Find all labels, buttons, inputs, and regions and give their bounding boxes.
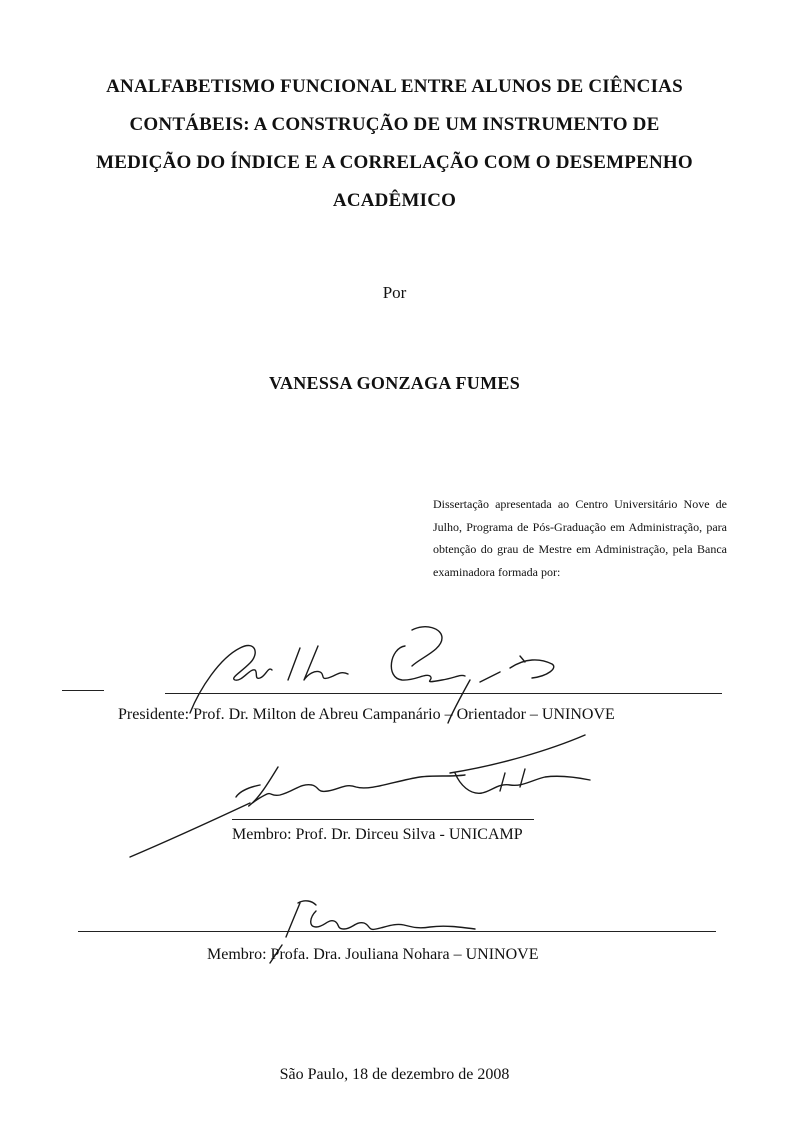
title-line-3: MEDIÇÃO DO ÍNDICE E A CORRELAÇÃO COM O DESEMPENHO	[96, 152, 693, 173]
title-line-1: ANALFABETISMO FUNCIONAL ENTRE ALUNOS DE CIÊNCIAS	[106, 76, 683, 97]
place-and-date: São Paulo, 18 de dezembro de 2008	[279, 1066, 510, 1083]
signature-line-left-stub	[62, 690, 104, 691]
author-name: VANESSA GONZAGA FUMES	[268, 373, 521, 393]
committee-member-2: Membro: Profa. Dra. Jouliana Nohara – UNINOVE	[207, 946, 539, 963]
committee-member-1: Membro: Prof. Dr. Dirceu Silva - UNICAMP	[232, 826, 523, 843]
by-label: Por	[382, 283, 407, 302]
dissertation-title	[60, 68, 729, 220]
title-line-4: ACADÊMICO	[332, 190, 457, 211]
dissertation-description: Dissertação apresentada ao Centro Universitário Nove de Julho, Programa de Pós-Graduação em Administração, para obtenção do grau de Mestre em Administração, pela Banca examinadora formada por:	[433, 497, 727, 579]
member-1-signature	[120, 725, 600, 865]
title-line-2: CONTÁBEIS: A CONSTRUÇÃO DE UM INSTRUMENTO DE	[129, 114, 660, 135]
committee-president: Presidente: Prof. Dr. Milton de Abreu Campanário – Orientador – UNINOVE	[118, 706, 615, 723]
